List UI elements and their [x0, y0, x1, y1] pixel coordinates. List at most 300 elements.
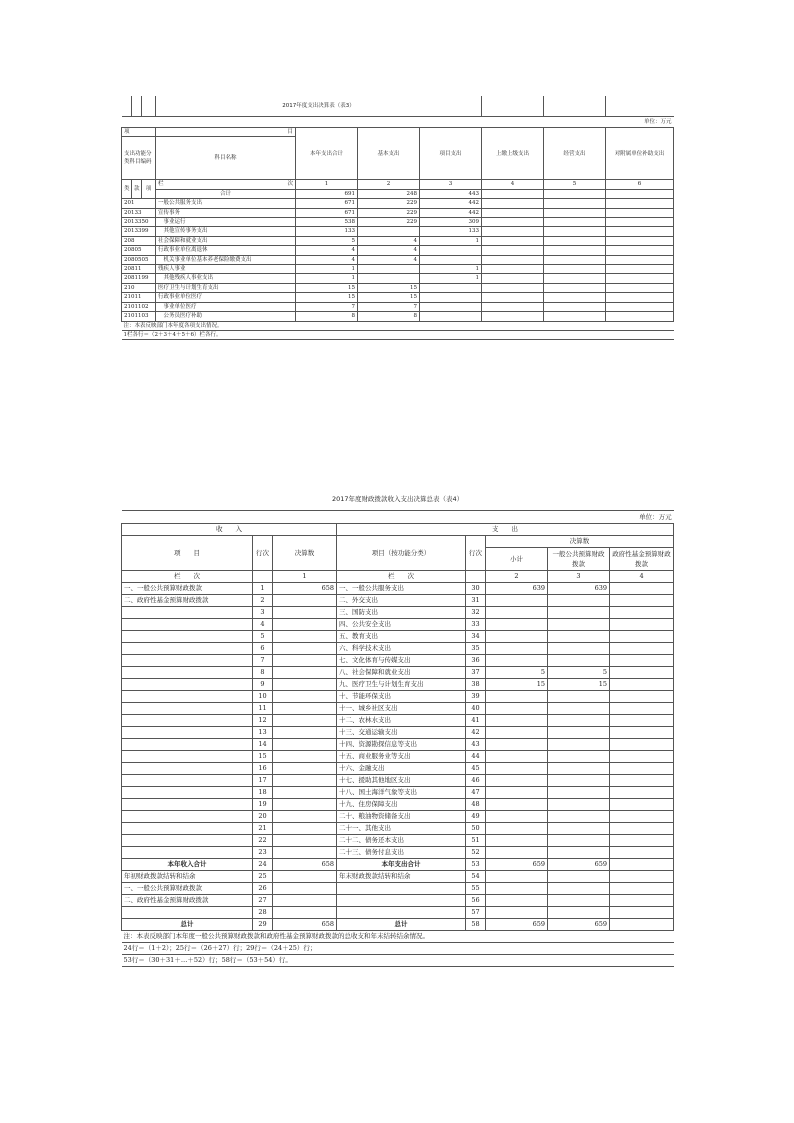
empty-cell	[544, 293, 606, 302]
table-row	[122, 302, 674, 311]
expense-general	[548, 715, 610, 727]
income-row-no: 28	[253, 907, 273, 919]
expense-general	[548, 607, 610, 619]
expense-row-no: 40	[466, 703, 486, 715]
table-row	[122, 883, 674, 895]
lan-label: 栏	[158, 181, 164, 188]
income-item-header: 项 目	[122, 536, 253, 571]
table-row	[122, 787, 674, 799]
empty-cell	[482, 274, 544, 283]
empty-cell	[606, 302, 674, 311]
income-amount	[273, 751, 337, 763]
empty-cell	[482, 283, 544, 292]
expense-item	[337, 883, 466, 895]
row-project	[420, 293, 482, 302]
subtotal-header: 小计	[486, 548, 548, 571]
empty-cell	[544, 246, 606, 255]
income-amount	[273, 715, 337, 727]
row-total: 15	[296, 283, 358, 292]
expense-item: 十二、农林水支出	[337, 715, 466, 727]
row-total: 671	[296, 208, 358, 217]
income-amount	[273, 727, 337, 739]
table-row	[122, 811, 674, 823]
col-num: 3	[548, 571, 610, 583]
expense-subtotal	[486, 739, 548, 751]
table-row	[122, 631, 674, 643]
expense-row-no: 41	[466, 715, 486, 727]
expense-subtotal	[486, 847, 548, 859]
expense-fund	[610, 703, 674, 715]
empty-cell	[606, 255, 674, 264]
expense-general	[548, 631, 610, 643]
table3-item-label: 项	[122, 128, 156, 137]
expense-general	[548, 907, 610, 919]
income-header: 收 入	[122, 524, 337, 536]
row-basic: 15	[358, 283, 420, 292]
row-total: 538	[296, 218, 358, 227]
empty-cell	[544, 199, 606, 208]
income-item	[122, 655, 253, 667]
expense-row-no: 49	[466, 811, 486, 823]
expense-row-no: 34	[466, 631, 486, 643]
row-basic: 229	[358, 208, 420, 217]
xiang-label: 项	[142, 180, 156, 199]
row-name: 合计	[156, 189, 296, 198]
row-basic	[358, 274, 420, 283]
row-name: 公务员医疗补助	[156, 312, 296, 321]
income-amount	[273, 895, 337, 907]
row-basic: 8	[358, 312, 420, 321]
table-row	[122, 227, 674, 236]
expense-item	[337, 907, 466, 919]
fund-header: 政府性基金预算财政拨款	[610, 548, 674, 571]
expense-row-no: 48	[466, 799, 486, 811]
col-num: 1	[273, 571, 337, 583]
income-amount	[273, 595, 337, 607]
row-name: 医疗卫生与计划生育支出	[156, 283, 296, 292]
expense-fund	[610, 751, 674, 763]
expense-item: 十七、援助其他地区支出	[337, 775, 466, 787]
row-project	[420, 312, 482, 321]
income-item	[122, 631, 253, 643]
col-num: 5	[544, 180, 606, 189]
income-item	[122, 691, 253, 703]
row-name: 其他残疾人事业支出	[156, 274, 296, 283]
expense-general	[548, 823, 610, 835]
income-item	[122, 739, 253, 751]
income-item	[122, 703, 253, 715]
col-num: 4	[610, 571, 674, 583]
table-row	[122, 739, 674, 751]
table3-title: 2017年度支出决算表（表3）	[156, 96, 482, 117]
expense-item: 八、社会保障和就业支出	[337, 667, 466, 679]
empty-cell	[482, 302, 544, 311]
expense-subtotal: 659	[486, 919, 548, 931]
income-item	[122, 847, 253, 859]
expense-general	[548, 739, 610, 751]
col-header: 上缴上级支出	[482, 128, 544, 180]
expense-row-no: 35	[466, 643, 486, 655]
general-header: 一般公共预算财政拨款	[548, 548, 610, 571]
income-amount	[273, 619, 337, 631]
empty-cell	[482, 227, 544, 236]
income-item	[122, 787, 253, 799]
empty-cell	[544, 312, 606, 321]
empty-cell	[606, 283, 674, 292]
expense-item: 二十一、其他支出	[337, 823, 466, 835]
income-item	[122, 643, 253, 655]
table-row	[122, 775, 674, 787]
income-amount	[273, 823, 337, 835]
income-item	[122, 763, 253, 775]
table-row	[122, 595, 674, 607]
table-row	[122, 583, 674, 595]
row-basic: 4	[358, 255, 420, 264]
expense-general	[548, 643, 610, 655]
empty-cell	[606, 274, 674, 283]
budget-group-header: 决算数	[486, 536, 674, 548]
expense-item: 十六、金融支出	[337, 763, 466, 775]
expense-general: 5	[548, 667, 610, 679]
expense-row-no: 44	[466, 751, 486, 763]
income-row-no: 18	[253, 787, 273, 799]
expense-row-no: 37	[466, 667, 486, 679]
income-amount	[273, 883, 337, 895]
row-project: 1	[420, 236, 482, 245]
income-item: 总计	[122, 919, 253, 931]
expense-fund	[610, 799, 674, 811]
empty-cell	[482, 265, 544, 274]
income-row-no: 26	[253, 883, 273, 895]
row-basic: 7	[358, 302, 420, 311]
expense-subtotal: 15	[486, 679, 548, 691]
row-code: 21011	[122, 293, 156, 302]
income-row-no: 17	[253, 775, 273, 787]
fiscal-table-4	[121, 488, 674, 967]
row-project: 1	[420, 265, 482, 274]
row-total: 7	[296, 302, 358, 311]
expense-fund	[610, 775, 674, 787]
row-project	[420, 302, 482, 311]
expense-row-no: 50	[466, 823, 486, 835]
empty-cell	[482, 208, 544, 217]
expense-general	[548, 763, 610, 775]
expense-item: 四、公共安全支出	[337, 619, 466, 631]
table-row	[122, 907, 674, 919]
row-project: 1	[420, 274, 482, 283]
table-row	[122, 871, 674, 883]
row-code: 210	[122, 283, 156, 292]
expense-general	[548, 595, 610, 607]
table-row	[122, 847, 674, 859]
empty-cell	[482, 199, 544, 208]
empty-cell	[482, 246, 544, 255]
income-row-no: 24	[253, 859, 273, 871]
row-code: 2101102	[122, 302, 156, 311]
income-amount	[273, 847, 337, 859]
expense-item: 十三、交通运输支出	[337, 727, 466, 739]
income-item: 一、一般公共预算财政拨款	[122, 583, 253, 595]
expense-subtotal	[486, 835, 548, 847]
expense-fund	[610, 787, 674, 799]
income-amount	[273, 703, 337, 715]
col-header: 本年支出合计	[296, 128, 358, 180]
income-row-no: 21	[253, 823, 273, 835]
row-code: 2013350	[122, 218, 156, 227]
row-total: 4	[296, 255, 358, 264]
income-row-no: 12	[253, 715, 273, 727]
expense-subtotal	[486, 595, 548, 607]
table-row	[122, 283, 674, 292]
empty-cell	[606, 218, 674, 227]
expense-subtotal	[486, 727, 548, 739]
table-row	[122, 619, 674, 631]
income-row-no: 4	[253, 619, 273, 631]
empty-cell	[544, 208, 606, 217]
table-row	[122, 667, 674, 679]
income-item: 二、政府性基金预算财政拨款	[122, 595, 253, 607]
expense-item: 二十二、债务还本支出	[337, 835, 466, 847]
empty-cell	[544, 283, 606, 292]
row-total: 133	[296, 227, 358, 236]
col-num: 6	[606, 180, 674, 189]
expense-general	[548, 619, 610, 631]
table-row	[122, 312, 674, 321]
expense-subtotal	[486, 691, 548, 703]
empty-cell	[606, 227, 674, 236]
income-amount	[273, 775, 337, 787]
expense-fund	[610, 631, 674, 643]
expense-fund	[610, 883, 674, 895]
expense-subtotal	[486, 811, 548, 823]
expense-general	[548, 751, 610, 763]
expense-row-no: 54	[466, 871, 486, 883]
empty-cell	[606, 208, 674, 217]
expense-row-no: 38	[466, 679, 486, 691]
income-row-no: 25	[253, 871, 273, 883]
expense-row-no: 58	[466, 919, 486, 931]
expense-fund	[610, 643, 674, 655]
income-amount	[273, 799, 337, 811]
expense-row-no: 47	[466, 787, 486, 799]
income-amount	[273, 739, 337, 751]
income-amount: 658	[273, 919, 337, 931]
expense-subtotal	[486, 883, 548, 895]
empty-cell	[482, 312, 544, 321]
expense-item: 十五、商业服务业等支出	[337, 751, 466, 763]
income-amount	[273, 907, 337, 919]
income-item	[122, 727, 253, 739]
expense-item: 十八、国土海洋气象等支出	[337, 787, 466, 799]
empty-cell	[606, 265, 674, 274]
expense-fund	[610, 859, 674, 871]
row-code: 20133	[122, 208, 156, 217]
table3-item-end-label: 目	[156, 128, 296, 137]
expense-general	[548, 727, 610, 739]
expense-fund	[610, 835, 674, 847]
row-name: 事业单位医疗	[156, 302, 296, 311]
table-row	[122, 799, 674, 811]
table4-note: 24行＝（1＋2）；25行＝（26＋27）行；29行＝（24＋25）行；	[122, 943, 674, 955]
income-row-no: 8	[253, 667, 273, 679]
expense-general	[548, 691, 610, 703]
expense-row-no: 53	[466, 859, 486, 871]
expense-fund	[610, 667, 674, 679]
row-project: 309	[420, 218, 482, 227]
expense-row-no: 56	[466, 895, 486, 907]
income-amount	[273, 667, 337, 679]
income-item: 本年收入合计	[122, 859, 253, 871]
col-num: 4	[482, 180, 544, 189]
income-item	[122, 811, 253, 823]
lei-label: 类	[122, 180, 132, 199]
expense-subtotal	[486, 619, 548, 631]
income-item	[122, 751, 253, 763]
row-code: 201	[122, 199, 156, 208]
expense-item: 十四、资源勘探信息等支出	[337, 739, 466, 751]
expense-row-no: 30	[466, 583, 486, 595]
row-total: 671	[296, 199, 358, 208]
expense-subtotal	[486, 655, 548, 667]
row-total: 1	[296, 274, 358, 283]
income-item: 二、政府性基金预算财政拨款	[122, 895, 253, 907]
table-row	[122, 703, 674, 715]
expense-fund	[610, 619, 674, 631]
empty-cell	[482, 218, 544, 227]
expense-row-no: 46	[466, 775, 486, 787]
income-row-no: 7	[253, 655, 273, 667]
expense-fund	[610, 847, 674, 859]
expense-item: 三、国防支出	[337, 607, 466, 619]
income-row-no: 9	[253, 679, 273, 691]
expense-item: 本年支出合计	[337, 859, 466, 871]
expense-item	[337, 895, 466, 907]
row-basic	[358, 265, 420, 274]
row-basic: 248	[358, 189, 420, 198]
expense-fund	[610, 715, 674, 727]
income-item	[122, 679, 253, 691]
income-row-no: 3	[253, 607, 273, 619]
expense-subtotal	[486, 763, 548, 775]
row-name: 机关事业单位基本养老保险缴费支出	[156, 255, 296, 264]
expense-table-3	[121, 96, 674, 340]
expense-general: 15	[548, 679, 610, 691]
expense-subtotal	[486, 823, 548, 835]
table-row	[122, 859, 674, 871]
table-row	[122, 691, 674, 703]
empty-cell	[482, 255, 544, 264]
empty-cell	[544, 255, 606, 264]
row-total: 8	[296, 312, 358, 321]
income-amount	[273, 679, 337, 691]
expense-item: 七、文化体育与传媒支出	[337, 655, 466, 667]
expense-row-no: 32	[466, 607, 486, 619]
empty-cell	[544, 265, 606, 274]
ci-label: 次	[287, 181, 293, 188]
income-row-no: 11	[253, 703, 273, 715]
empty-cell	[482, 236, 544, 245]
table3-unit: 单位：万元	[122, 117, 674, 128]
expense-general	[548, 883, 610, 895]
func-code-header: 支出功能分类科目编码	[122, 137, 156, 180]
expense-fund	[610, 907, 674, 919]
income-row-no: 10	[253, 691, 273, 703]
table-row	[122, 246, 674, 255]
expense-general	[548, 895, 610, 907]
income-amount: 658	[273, 583, 337, 595]
expense-row-no: 51	[466, 835, 486, 847]
col-header: 基本支出	[358, 128, 420, 180]
row-name: 其他宣传事务支出	[156, 227, 296, 236]
table-row	[122, 727, 674, 739]
row-code: 20805	[122, 246, 156, 255]
expense-row-no: 52	[466, 847, 486, 859]
row-name: 事业运行	[156, 218, 296, 227]
expense-row-no: 45	[466, 763, 486, 775]
row-project	[420, 246, 482, 255]
income-item	[122, 715, 253, 727]
expense-subtotal: 659	[486, 859, 548, 871]
row-total: 4	[296, 246, 358, 255]
expense-item: 十一、城乡社区支出	[337, 703, 466, 715]
col-num: 2	[486, 571, 548, 583]
table-row	[122, 763, 674, 775]
expense-fund	[610, 895, 674, 907]
income-amount	[273, 655, 337, 667]
income-item	[122, 667, 253, 679]
expense-row-no: 43	[466, 739, 486, 751]
income-row-no: 14	[253, 739, 273, 751]
income-amount	[273, 691, 337, 703]
col-header: 对附属单位补助支出	[606, 128, 674, 180]
empty-cell	[544, 218, 606, 227]
income-row-no: 22	[253, 835, 273, 847]
expense-subtotal	[486, 787, 548, 799]
table-row	[122, 265, 674, 274]
expense-item: 二十三、债务付息支出	[337, 847, 466, 859]
row-name: 行政事业单位离退休	[156, 246, 296, 255]
table-row	[122, 823, 674, 835]
row-basic: 4	[358, 236, 420, 245]
expense-fund	[610, 679, 674, 691]
income-item	[122, 775, 253, 787]
expense-item: 五、教育支出	[337, 631, 466, 643]
expense-subtotal	[486, 703, 548, 715]
expense-general	[548, 655, 610, 667]
expense-subtotal	[486, 751, 548, 763]
expense-item: 年末财政拨款结转和结余	[337, 871, 466, 883]
row-code: 2081199	[122, 274, 156, 283]
expense-rowno-header: 行次	[466, 536, 486, 571]
table-row	[122, 255, 674, 264]
income-amount	[273, 835, 337, 847]
expense-item-header: 项目（按功能分类）	[337, 536, 466, 571]
expense-header: 支 出	[337, 524, 674, 536]
expense-row-no: 42	[466, 727, 486, 739]
income-row-no: 19	[253, 799, 273, 811]
expense-subtotal	[486, 631, 548, 643]
income-row-no: 16	[253, 763, 273, 775]
income-row-no: 1	[253, 583, 273, 595]
col-num: 1	[296, 180, 358, 189]
row-code: 208	[122, 236, 156, 245]
income-amount	[273, 643, 337, 655]
expense-general	[548, 847, 610, 859]
expense-general	[548, 787, 610, 799]
income-row-no: 13	[253, 727, 273, 739]
expense-item: 二十、粮油物资储备支出	[337, 811, 466, 823]
table-row	[122, 208, 674, 217]
